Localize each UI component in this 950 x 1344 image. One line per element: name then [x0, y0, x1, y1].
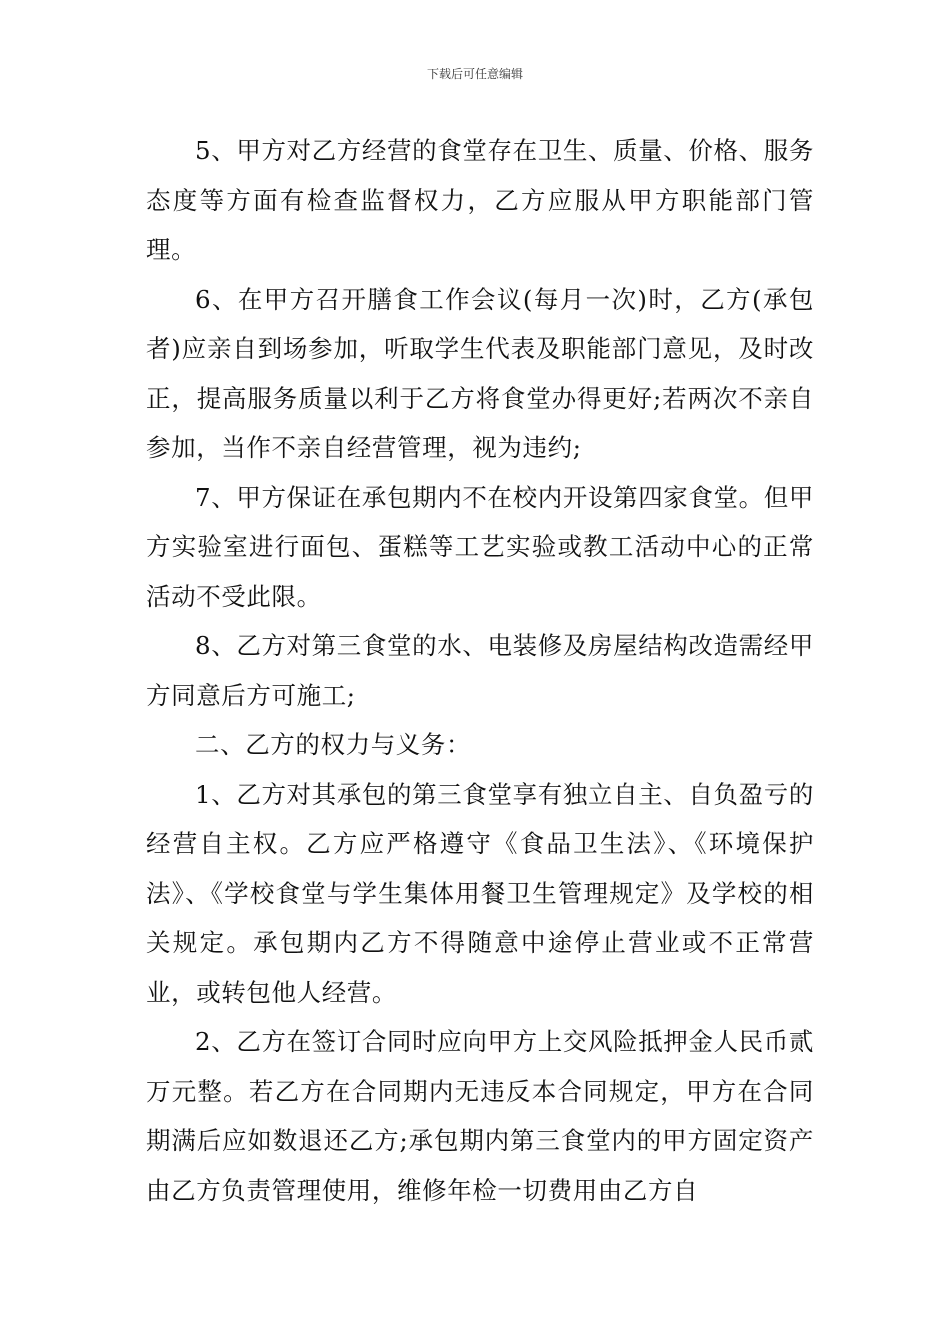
- paragraph-clause-7: 7、甲方保证在承包期内不在校内开设第四家食堂。但甲方实验室进行面包、蛋糕等工艺实验或教工活动中心的正常活动不受此限。: [146, 482, 814, 611]
- paragraph-clause-8: 8、乙方对第三食堂的水、电装修及房屋结构改造需经甲方同意后方可施工;: [146, 631, 814, 710]
- section-heading-party-b: 二、乙方的权力与义务：: [195, 730, 472, 759]
- paragraph-clause-5: 5、甲方对乙方经营的食堂存在卫生、质量、价格、服务态度等方面有检查监督权力，乙方应服从甲方职能部门管理。: [146, 136, 814, 264]
- paragraph-clause-6: 6、在甲方召开膳食工作会议(每月一次)时，乙方(承包者)应亲自到场参加，听取学生代表及职能部门意见，及时改正，提高服务质量以利于乙方将食堂办得更好;若两次不亲自参加，当作不亲自经营管理，视为违约;: [146, 284, 814, 462]
- page-header: 下载后可任意编辑: [426, 67, 523, 81]
- document-body: [146, 126, 814, 1215]
- paragraph-b-clause-1: 1、乙方对其承包的第三食堂享有独立自主、自负盈亏的经营自主权。乙方应严格遵守《食品卫生法》、《环境保护法》、《学校食堂与学生集体用餐卫生管理规定》及学校的相关规定。承包期内乙方不得随意中途停止营业或不正常营业，或转包他人经营。: [146, 779, 814, 1007]
- paragraph-b-clause-2: 2、乙方在签订合同时应向甲方上交风险抵押金人民币贰万元整。若乙方在合同期内无违反本合同规定，甲方在合同期满后应如数退还乙方;承包期内第三食堂内的甲方固定资产由乙方负责管理使用，维修年检一切费用由乙方自: [146, 1027, 814, 1205]
